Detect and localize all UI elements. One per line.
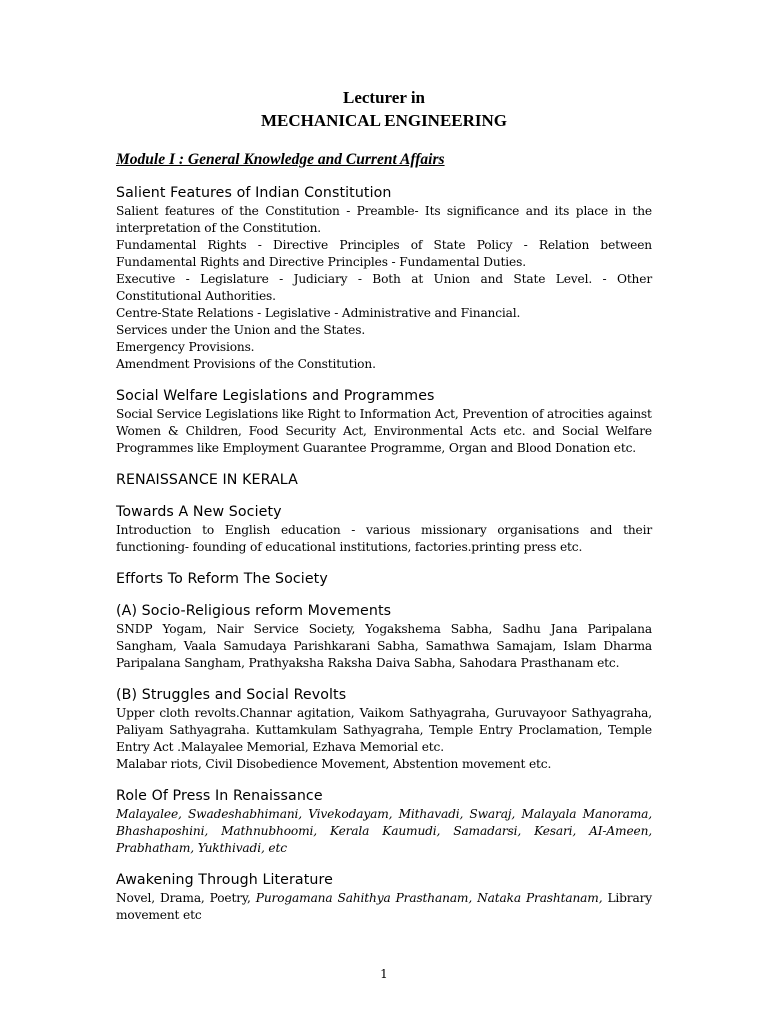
- paragraph: Centre-State Relations - Legislative - Administrative and Financial.: [116, 306, 521, 320]
- module-title: Module I : General Knowledge and Current Affairs: [116, 151, 445, 168]
- paragraph: Malabar riots, Civil Disobedience Movement, Abstention movement etc.: [116, 757, 552, 771]
- page-number: 1: [380, 967, 388, 981]
- paragraph: Emergency Provisions.: [116, 340, 255, 354]
- section-heading: Awakening Through Literature: [116, 872, 333, 888]
- section-renaissance: [116, 471, 652, 489]
- section-heading: Efforts To Reform The Society: [116, 571, 328, 587]
- paragraph: Introduction to English education - various missionary organisations and their functioning- founding of educational institutions, factories.printing press etc.: [116, 523, 652, 554]
- paragraph: Women & Children, Food Security Act, Environmental Acts etc. and Social Welfare Programmes like Employment Guarantee Programme, Organ and Blood Donation etc.: [116, 424, 652, 455]
- paragraph: Malayalee, Swadeshabhimani, Vivekodayam, Mithavadi, Swaraj, Malayala Manorama, Bhashaposhini, Mathnubhoomi, Kerala Kaumudi, Samadarsi, Kesari, AI-Ameen, Prabhatham, Yukthivadi, etc: [116, 807, 652, 855]
- section-literature: [116, 871, 652, 924]
- paragraph: Fundamental Rights - Directive Principles of State Policy - Relation between Fundamental Rights and Directive Principles - Fundamental Duties.: [116, 238, 652, 269]
- literature-italic-text: Purogamana Sahithya Prasthanam, Nataka Prashtanam,: [255, 891, 603, 905]
- section-reform-efforts: [116, 570, 652, 588]
- section-heading: (B) Struggles and Social Revolts: [116, 687, 347, 703]
- section-constitution: [116, 184, 652, 373]
- document-title-line2: MECHANICAL ENGINEERING: [260, 111, 508, 130]
- literature-text: Novel, Drama, Poetry,: [116, 891, 256, 905]
- paragraph: Amendment Provisions of the Constitution.: [116, 357, 376, 371]
- section-press: [116, 787, 652, 857]
- paragraph: Salient features of the Constitution - Preamble- Its significance and its place in the interpretation of the Constitution.: [116, 204, 652, 235]
- section-new-society: [116, 503, 652, 556]
- section-heading: Salient Features of Indian Constitution: [116, 185, 392, 201]
- paragraph: SNDP Yogam, Nair Service Society, Yogakshema Sabha, Sadhu Jana Paripalana Sangham, Vaala Samudaya Parishkarani Sabha, Samathwa Samajam, Islam Dharma Paripalana Sangham, Prathyaksha Raksha Daiva Sabha, Sahodara Prasthanam etc.: [116, 622, 652, 670]
- section-heading: Social Welfare Legislations and Programmes: [116, 388, 435, 404]
- section-heading: Towards A New Society: [116, 504, 282, 520]
- paragraph: Social Service Legislations like Right to Information Act, Prevention of atrocities against: [116, 407, 652, 421]
- section-socio-religious: [116, 602, 652, 672]
- section-heading: (A) Socio-Religious reform Movements: [116, 603, 392, 619]
- paragraph: Services under the Union and the States.: [116, 323, 366, 337]
- paragraph: Upper cloth revolts.Channar agitation, Vaikom Sathyagraha, Guruvayoor Sathyagraha, Paliyam Sathyagraha. Kuttamkulam Sathyagraha, Temple Entry Proclamation, Temple Entry Act .Malayalee Memorial, Ezhava Memorial etc.: [116, 706, 652, 754]
- section-struggles: [116, 686, 652, 773]
- paragraph: [116, 890, 652, 924]
- section-heading: RENAISSANCE IN KERALA: [116, 472, 298, 488]
- paragraph: Executive - Legislature - Judiciary - Both at Union and State Level. - Other Constitutional Authorities.: [116, 272, 652, 303]
- section-social-welfare: [116, 387, 652, 457]
- section-heading: Role Of Press In Renaissance: [116, 788, 323, 804]
- document-title-line1: Lecturer in: [343, 88, 425, 107]
- literature-text-end: Library movement etc: [116, 891, 652, 922]
